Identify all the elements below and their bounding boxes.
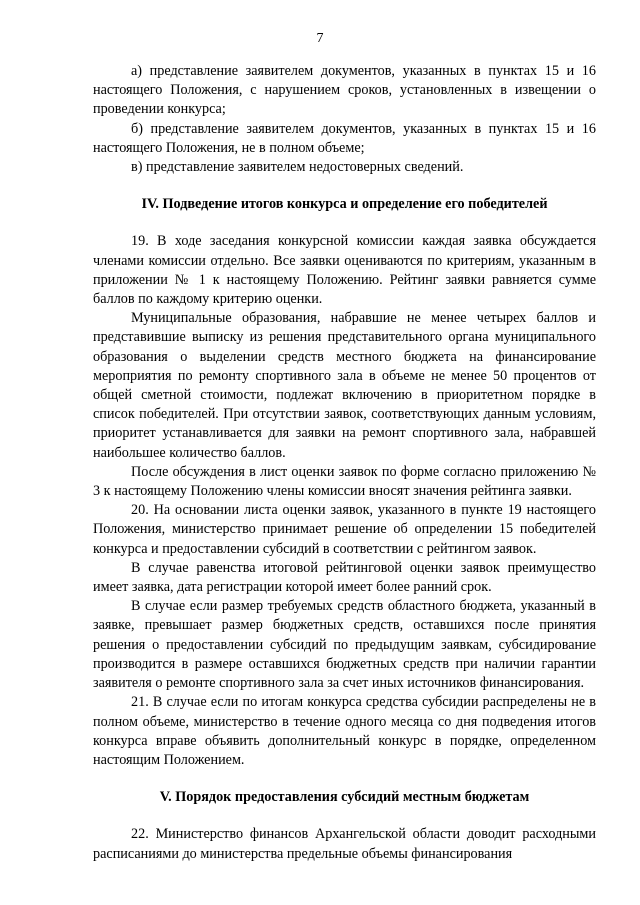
- page-content: [93, 62, 596, 864]
- paragraph-19-evaluation: После обсуждения в лист оценки заявок по форме согласно приложению № 3 к настоящему Положению члены комиссии вносят значения рейтинга заявки.: [93, 463, 596, 500]
- paragraph-20-budget: В случае если размер требуемых средств областного бюджета, указанный в заявке, превышает размер бюджетных средств, оставшихся после принятия решения о предоставлении субсидий по предыдущим заявкам, субсидирование производится в размере оставшихся бюджетных средств при наличии гарантии заявителя о ремонте спортивного зала за счет иных источников финансирования.: [93, 598, 596, 692]
- paragraph-21: 21. В случае если по итогам конкурса средства субсидии распределены не в полном объеме, министерство в течение одного месяца со дня подведения итогов конкурса вправе объявить дополнительный конкурс в порядке, определенном настоящим Положением.: [93, 694, 596, 768]
- paragraph-20: 20. На основании листа оценки заявок, указанного в пункте 19 настоящего Положения, министерство принимает решение об определении 15 победителей конкурса и предоставлении субсидий в соответствии с рейтингом заявок.: [93, 502, 596, 557]
- paragraph-item-b: б) представление заявителем документов, указанных в пунктах 15 и 16 настоящего Положения, не в полном объеме;: [93, 120, 596, 156]
- paragraph-item-c: в) представление заявителем недостоверных сведений.: [131, 159, 464, 176]
- page-number: 7: [316, 31, 324, 46]
- section-heading-v: V. Порядок предоставления субсидий местным бюджетам: [159, 789, 530, 806]
- paragraph-item-a: а) представление заявителем документов, указанных в пунктах 15 и 16 настоящего Положения, с нарушением сроков, установленных в извещении о проведении конкурса;: [93, 63, 596, 118]
- paragraph-22: 22. Министерство финансов Архангельской области доводит расходными расписаниями до министерства предельные объемы финансирования: [93, 826, 596, 862]
- paragraph-19-priority: Муниципальные образования, набравшие не менее четырех баллов и представившие выписку из решения представительного органа муниципального образования о выделении средств местного бюджета на финансирование мероприятия по ремонту спортивного зала в объеме не менее 50 процентов от общей сметной стоимости, подлежат включению в приоритетном порядке в список победителей. При отсутствии заявок, соответствующих данным условиям, приоритет устанавливается для заявки на ремонт спортивного зала, набравшей наибольшее количество баллов.: [93, 310, 596, 461]
- paragraph-19: 19. В ходе заседания конкурсной комиссии каждая заявка обсуждается членами комиссии отдельно. Все заявки оцениваются по критериям, указанным в приложении № 1 к настоящему Положению. Рейтинг заявки равняется сумме баллов по каждому критерию оценки.: [93, 233, 596, 308]
- paragraph-20-equal-rating: В случае равенства итоговой рейтинговой оценки заявок преимущество имеет заявка, дата регистрации которой имеет более ранний срок.: [93, 559, 596, 596]
- section-heading-iv: IV. Подведение итогов конкурса и определение его победителей: [141, 196, 548, 213]
